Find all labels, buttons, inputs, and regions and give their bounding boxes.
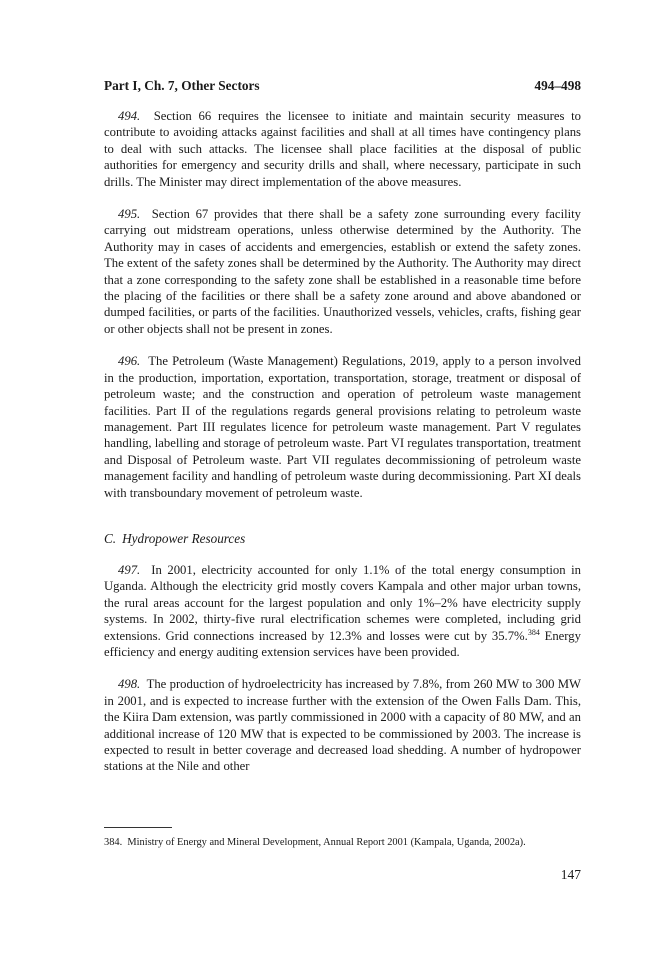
paragraph-498 bbox=[104, 676, 581, 774]
paragraph-number: 496. bbox=[118, 354, 141, 369]
running-head-range: 494–498 bbox=[534, 78, 581, 93]
running-head bbox=[104, 78, 581, 94]
footnote-number: 384. bbox=[104, 837, 123, 848]
paragraph-text: The production of hydroelectricity has increased by 7.8%, from 260 MW to 300 MW in 2001, and is expected to increase further with the extension of the Owen Falls Dam. This, the Kiira Dam extension, was partly commissioned in 2000 with a capacity of 80 MW, and an additional increase of 120 MW that is expected to be commissioned by 2003. The increase is expected to result in better coverage and decreased load shedding. A number of hydropower stations at the Nile and other bbox=[104, 677, 581, 774]
paragraph-text: In 2001, electricity accounted for only 1.1% of the total energy consumption in Uganda. Although the electricity grid mostly covers Kampala and other major urban towns, the rural areas account for the largest population and only 1%–2% have electricity supply systems. In 2002, thirty-five rural electrification schemes were completed, including grid extensions. Grid connections increased by 12.3% and losses were cut by 35.7%. bbox=[104, 562, 581, 643]
section-heading bbox=[104, 531, 581, 547]
footnote-divider bbox=[104, 827, 172, 828]
paragraph-number: 497. bbox=[118, 562, 141, 577]
paragraph-text-continued: Energy efficiency and energy auditing extension services have been provided. bbox=[104, 628, 581, 659]
footnote-reference[interactable]: 384 bbox=[527, 627, 540, 637]
paragraph-number: 494. bbox=[118, 109, 141, 123]
paragraph-number: 498. bbox=[118, 677, 141, 692]
paragraph-text: The Petroleum (Waste Management) Regulations, 2019, apply to a person involved in the production, importation, exportation, transportation, storage, treatment or disposal of petroleum waste; and the construction and operation of petroleum waste management facilities. Part II of the regulations regards general provisions relating to petroleum waste management. Part III regulates licence for petroleum waste management. Part V regulates handling, labelling and storage of petroleum waste. Part VI regulates transportation, treatment and Disposal of Petroleum waste. Part VII regulates decommissioning of petroleum waste management facility and handling of petroleum waste during decommissioning. Part XI deals with transboundary movement of petroleum waste. bbox=[104, 354, 581, 500]
paragraph-494 bbox=[104, 108, 581, 190]
paragraph-text: Section 66 requires the licensee to initiate and maintain security measures to contribute to avoiding attacks against facilities and shall at all times have contingency plans to deal with such attacks. The licensee shall place facilities at the disposal of public authorities for emergency and security drills and shall, where necessary, participate in such drills. The Minister may direct implementation of the above measures. bbox=[104, 109, 582, 189]
paragraph-496 bbox=[104, 353, 581, 501]
page-number: 147 bbox=[560, 867, 581, 882]
section-title: Hydropower Resources bbox=[122, 530, 246, 546]
paragraph-495 bbox=[104, 206, 581, 337]
running-head-chapter: Part I, Ch. 7, Other Sectors bbox=[104, 78, 260, 93]
paragraph-497 bbox=[104, 562, 581, 660]
paragraph-text: Section 67 provides that there shall be a safety zone surrounding every facility carrying out midstream operations, unless otherwise determined by the Authority. The Authority may in cases of accidents and emergencies, establish or extend the safety zones. The extent of the safety zones shall be determined by the Authority. The Authority may direct that a zone corresponding to the safety zone shall be established in a reasonable time before the placing of the facilities or there shall be a safety zone around and above abandoned or dumped facilities, or parts of the facilities. Unauthorized vessels, vehicles, crafts, fishing gear or other objects shall not be present in zones. bbox=[104, 207, 582, 336]
footnote-384 bbox=[104, 836, 581, 849]
footnote-text: Ministry of Energy and Mineral Development, Annual Report 2001 (Kampala, Uganda, 2002a). bbox=[127, 837, 526, 848]
page-body bbox=[104, 78, 581, 791]
section-letter: C. bbox=[104, 530, 117, 546]
paragraph-number: 495. bbox=[118, 207, 141, 222]
